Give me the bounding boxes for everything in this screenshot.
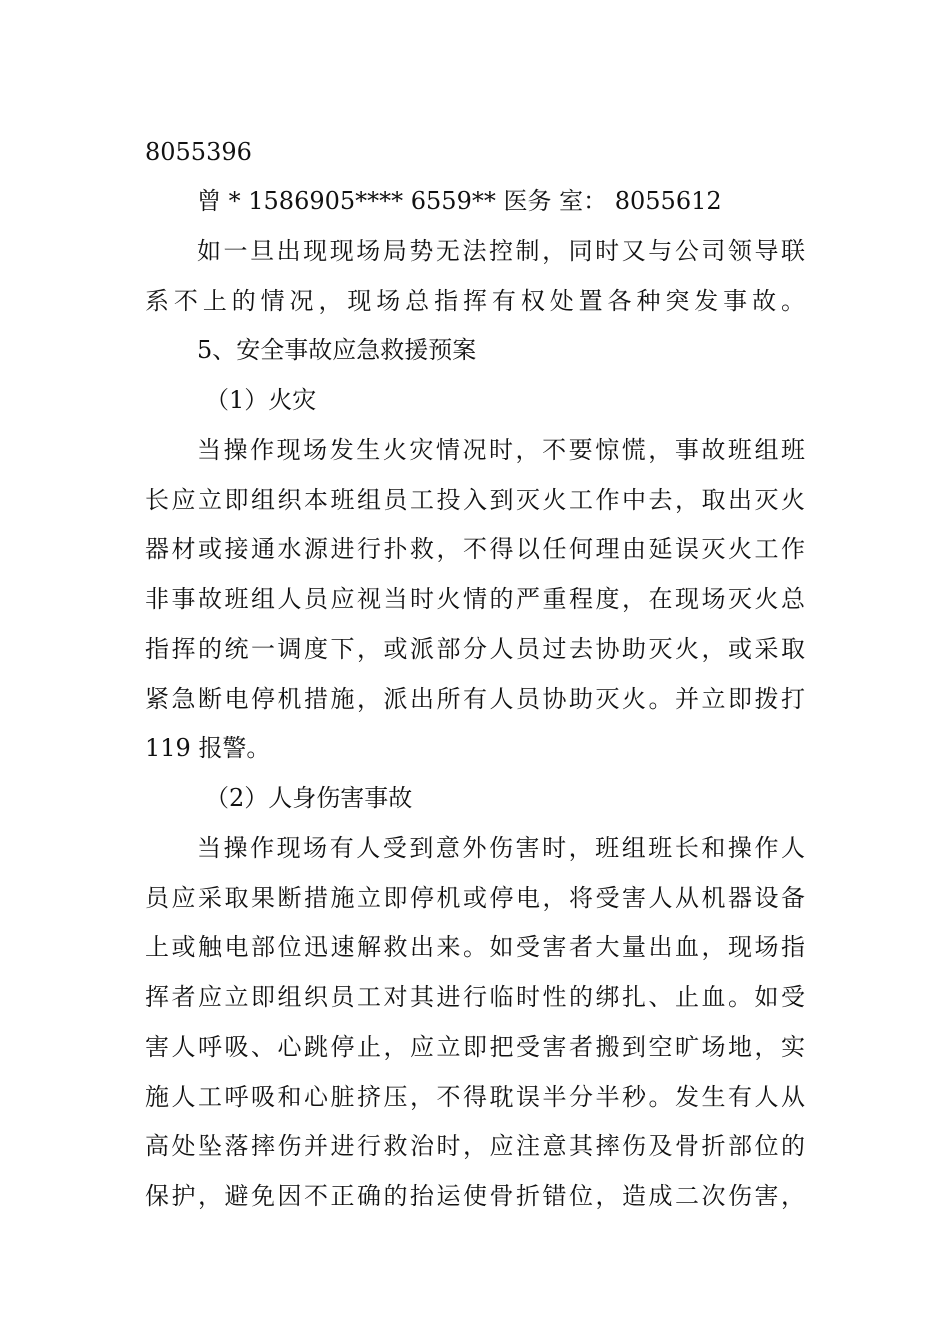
paragraph-line: 非事故班组人员应视当时火情的严重程度，在现场灭火总 [145, 585, 805, 613]
paragraph-line: 器材或接通水源进行扑救，不得以任何理由延误灭火工作 [145, 535, 805, 563]
paragraph-line: 系不上的情况，现场总指挥有权处置各种突发事故。 [145, 287, 805, 315]
paragraph-line: 高处坠落摔伤并进行救治时，应注意其摔伤及骨折部位的 [145, 1132, 805, 1160]
paragraph-line: 长应立即组织本班组员工投入到灭火工作中去，取出灭火 [145, 486, 805, 514]
paragraph-line: 挥者应立即组织员工对其进行临时性的绑扎、止血。如受 [145, 983, 805, 1011]
paragraph-line: 如一旦出现现场局势无法控制，同时又与公司领导联 [197, 237, 805, 265]
paragraph-line: 指挥的统一调度下，或派部分人员过去协助灭火，或采取 [145, 635, 805, 663]
section-heading: 5、安全事故应急救援预案 [197, 336, 477, 364]
paragraph-line: 上或触电部位迅速解救出来。如受害者大量出血，现场指 [145, 933, 805, 961]
paragraph-line: 害人呼吸、心跳停止，应立即把受害者搬到空旷场地，实 [145, 1033, 805, 1061]
phone-number-line: 8055396 [145, 138, 252, 166]
contact-line: 曾 * 1586905**** 6559** 医务 室： 8055612 [197, 187, 722, 215]
subsection-heading: （2）人身伤害事故 [205, 784, 413, 812]
paragraph-line: 保护，避免因不正确的抬运使骨折错位，造成二次伤害， [145, 1182, 805, 1210]
paragraph-line: 119 报警。 [145, 734, 271, 762]
paragraph-line: 施人工呼吸和心脏挤压，不得耽误半分半秒。发生有人从 [145, 1083, 805, 1111]
paragraph-line: 员应采取果断措施立即停机或停电，将受害人从机器设备 [145, 884, 805, 912]
paragraph-line: 紧急断电停机措施，派出所有人员协助灭火。并立即拨打 [145, 685, 805, 713]
subsection-heading: （1）火灾 [205, 386, 317, 414]
paragraph-line: 当操作现场发生火灾情况时，不要惊慌，事故班组班 [197, 436, 805, 464]
paragraph-line: 当操作现场有人受到意外伤害时，班组班长和操作人 [197, 834, 805, 862]
